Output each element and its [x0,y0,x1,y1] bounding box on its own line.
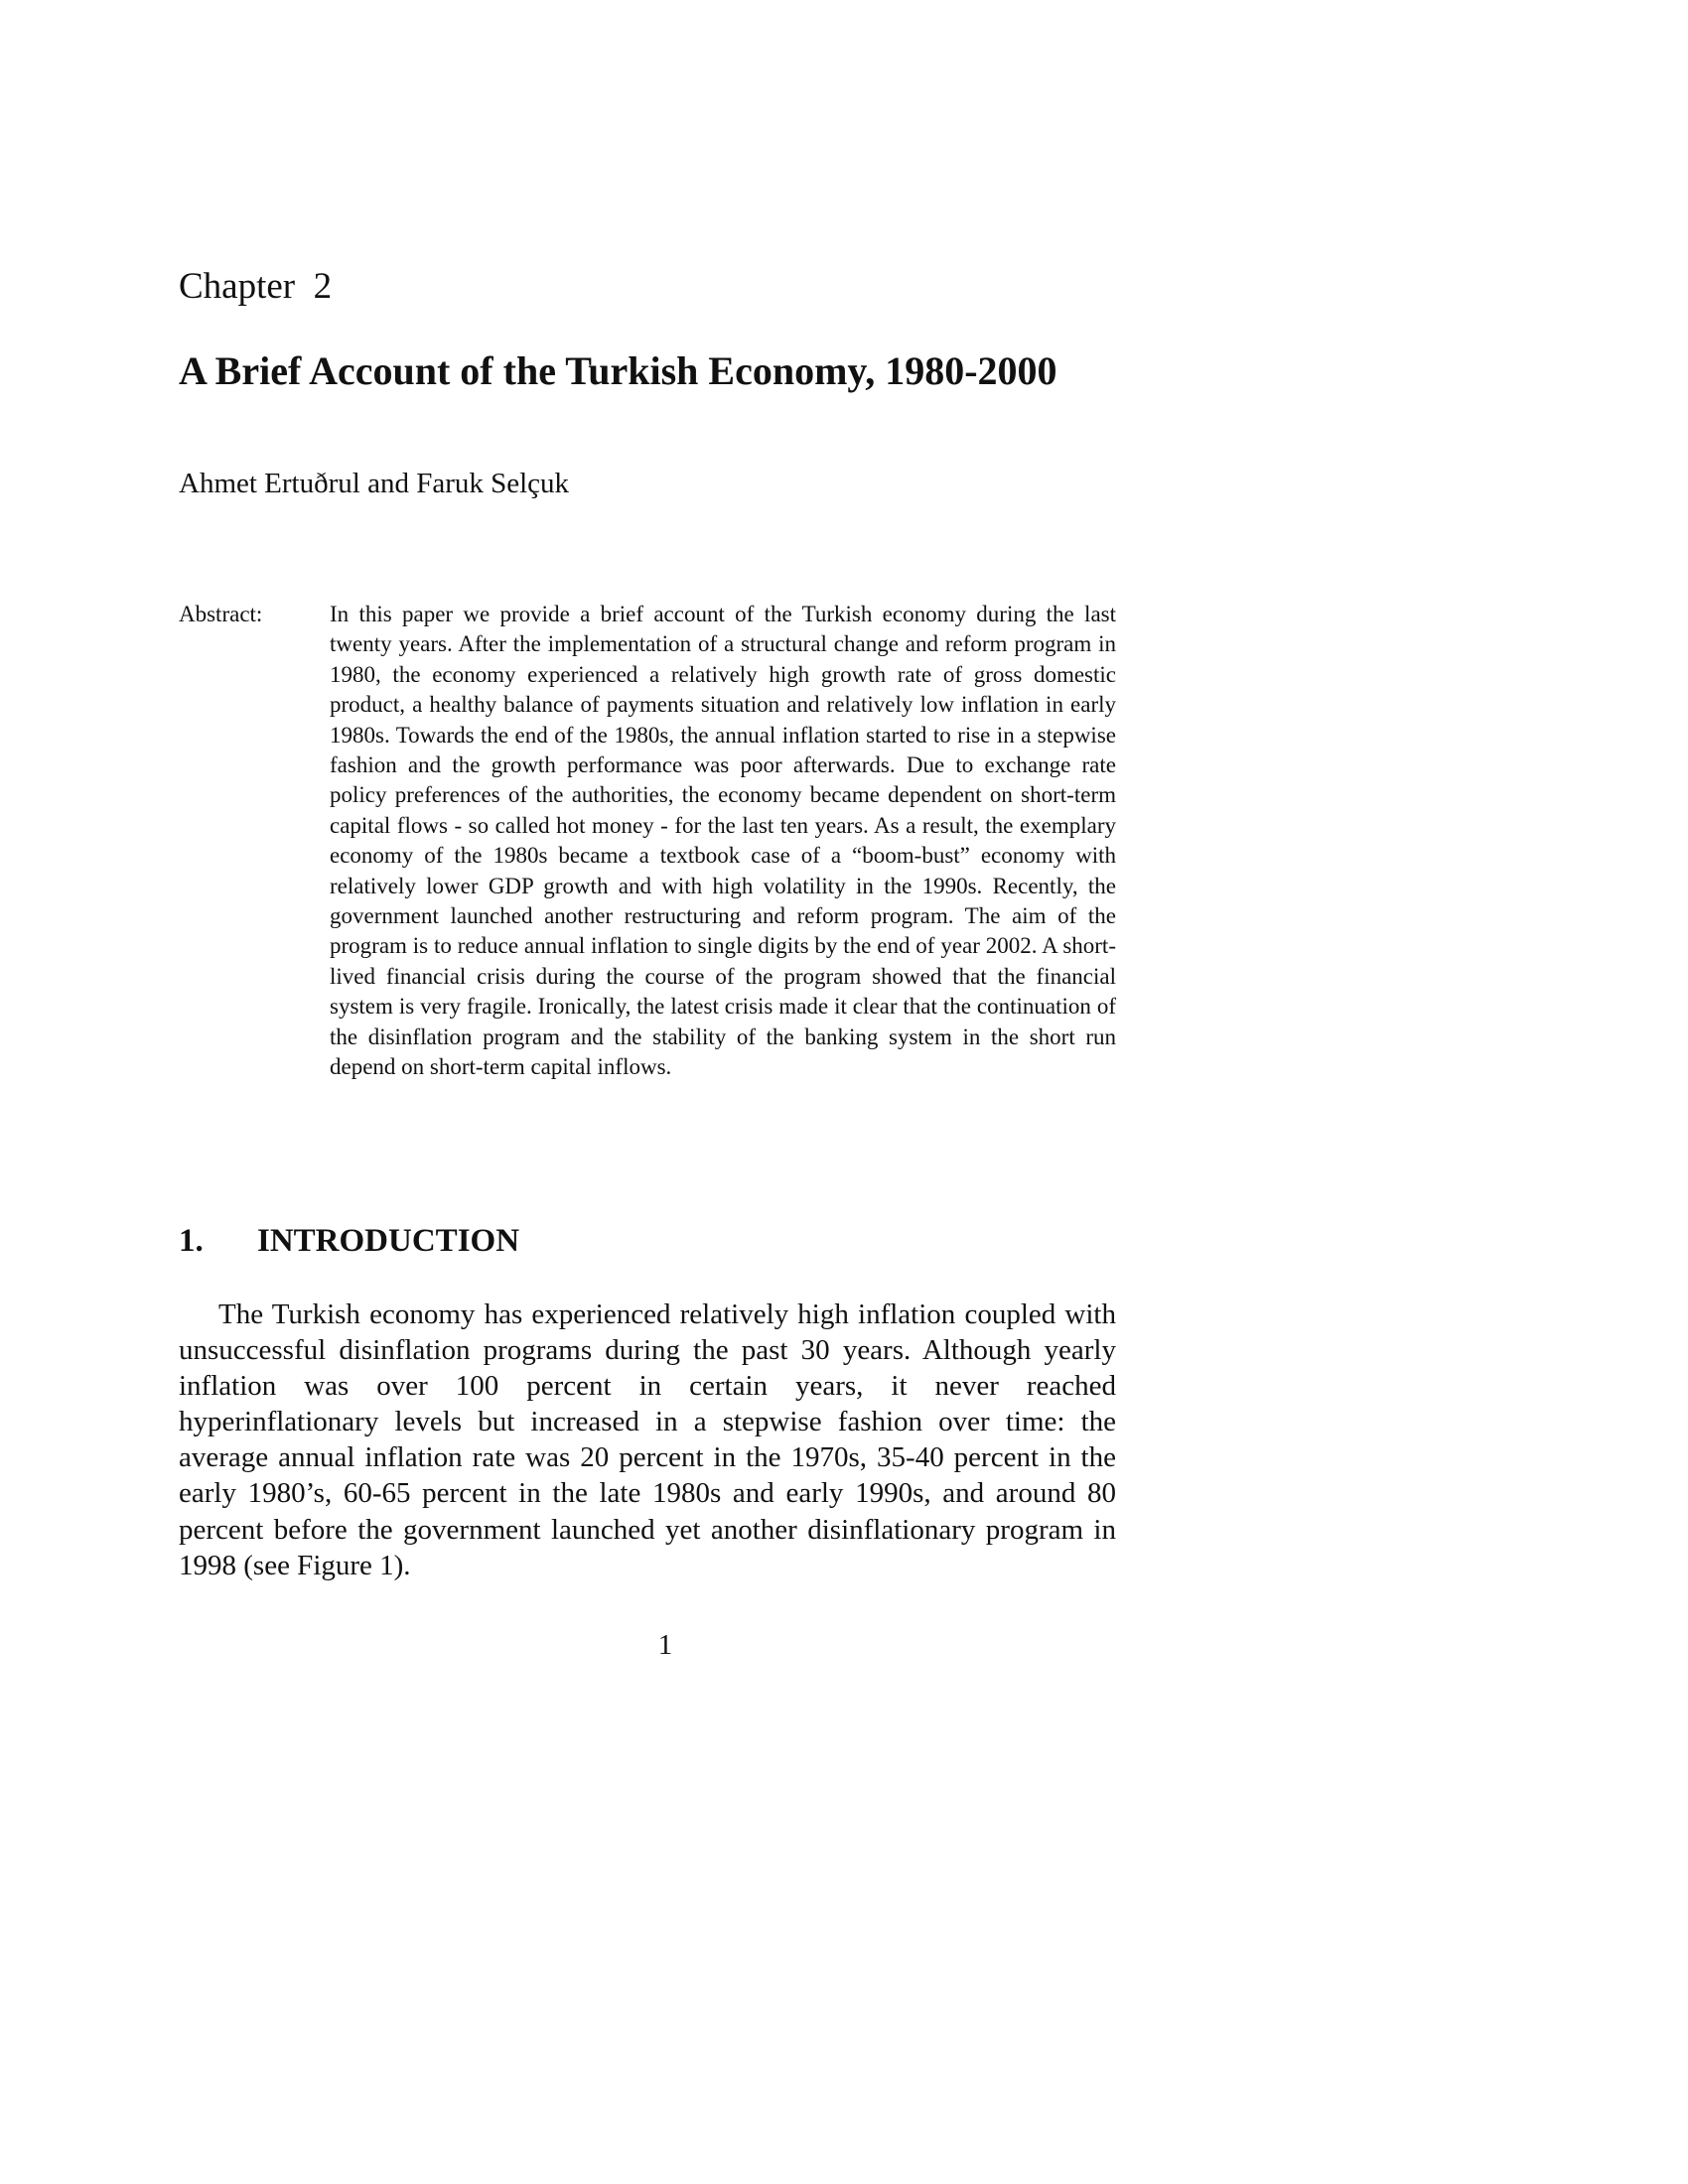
abstract-label: Abstract: [179,602,263,626]
abstract-text: In this paper we provide a brief account of the Turkish economy during the last twenty years. After the implementation of a structural change and reform program in 1980, the economy experienced a relatively high growth rate of gross domestic product, a healthy balance of payments situation and relatively low inflation in early 1980s. Towards the end of the 1980s, the annual inflation started to rise in a stepwise fashion and the growth performance was poor afterwards. Due to exchange rate policy preferences of the authorities, the economy became dependent on short-term capital flows - so called hot money - for the last ten years. As a result, the exemplary economy of the 1980s became a textbook case of a “boom-bust” economy with relatively lower GDP growth and with high volatility in the 1990s. Recently, the government launched another restructuring and reform program. The aim of the program is to reduce annual inflation to single digits by the end of year 2002. A short-lived financial crisis during the course of the program showed that the financial system is very fragile. Ironically, the latest crisis made it clear that the continuation of the disinflation program and the stability of the banking system in the short run depend on short-term capital inflows. [330,602,1116,1080]
authors: Ahmet Ertuðrul and Faruk Selçuk [179,468,570,499]
page-number: 1 [657,1629,673,1661]
introduction-paragraph: The Turkish economy has experienced relatively high inflation coupled with unsuccessful disinflation programs during the past 30 years. Although yearly inflation was over 100 percent in certain years, it never reached hyperinflationary levels but increased in a stepwise fashion over time: the average annual inflation rate was 20 percent in the 1970s, 35-40 percent in the early 1980’s, 60-65 percent in the late 1980s and early 1990s, and around 80 percent before the government launched yet another disinflationary program in 1998 (see Figure 1). [179,1298,1116,1581]
section-title: INTRODUCTION [257,1223,520,1259]
section-heading [179,1223,519,1259]
chapter-label: Chapter 2 [179,266,333,307]
section-number: 1. [179,1223,204,1259]
chapter-title: A Brief Account of the Turkish Economy, 1980-2000 [179,348,1057,393]
